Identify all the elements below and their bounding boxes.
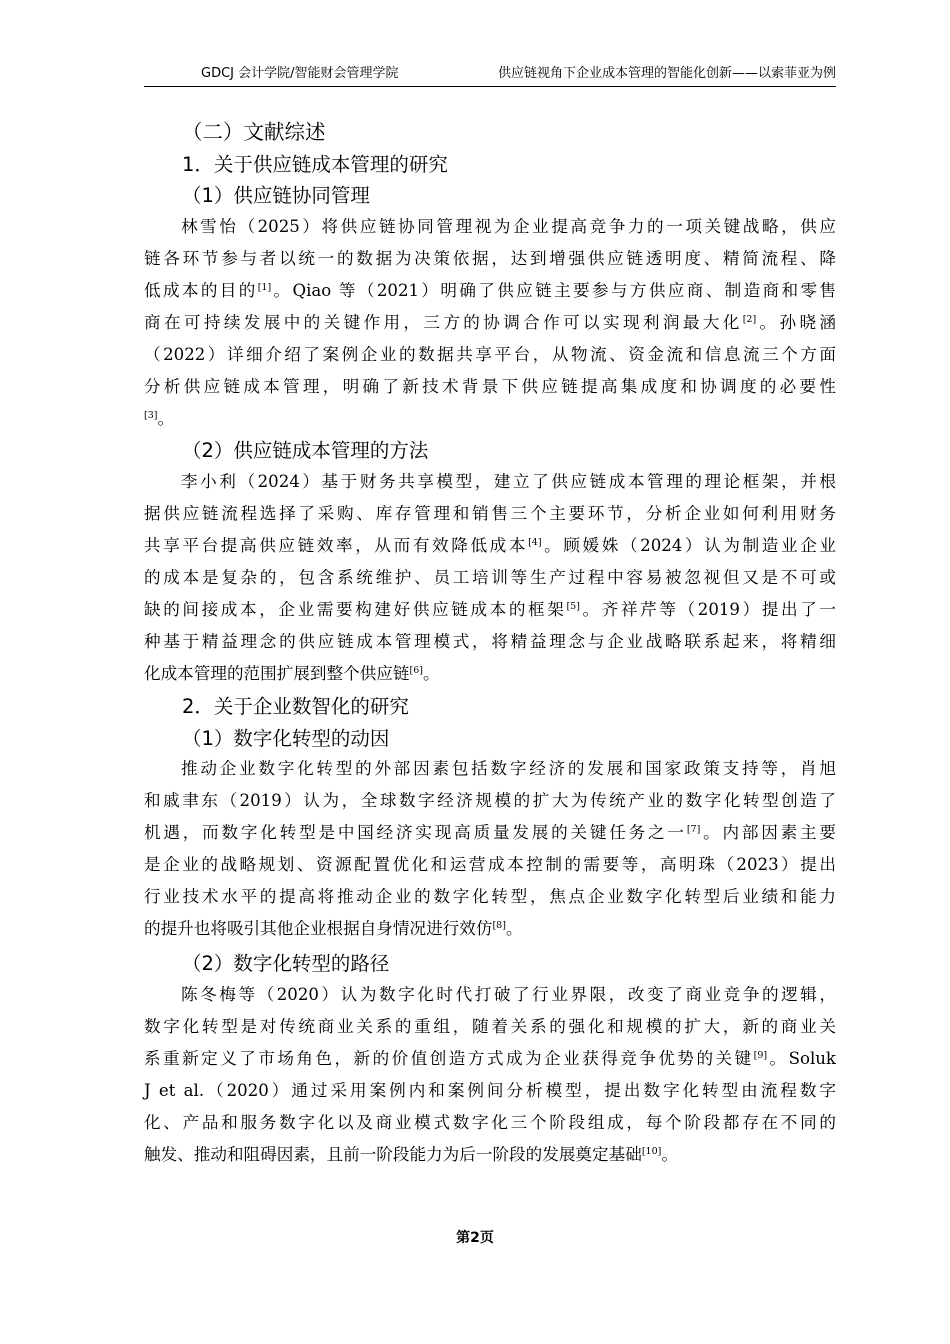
part1-sub1-paragraph bbox=[144, 211, 836, 435]
text-run: 。顾媛姝（2024）认为制造业企业 bbox=[541, 536, 837, 555]
page-number: 第2页 bbox=[456, 1230, 494, 1246]
part1-title: 1．关于供应链成本管理的研究 bbox=[182, 153, 448, 176]
text-line: 化、产品和服务数字化以及商业模式数字化三个阶段组成，每个阶段都存在不同的 bbox=[144, 1113, 836, 1132]
text-line: （2022）详细介绍了案例企业的数据共享平台，从物流、资金流和信息流三个方面 bbox=[144, 345, 836, 364]
citation: [3] bbox=[144, 410, 158, 421]
text-line: 种基于精益理念的供应链成本管理模式，将精益理念与企业战略联系起来，将精细 bbox=[144, 632, 836, 651]
text-line bbox=[144, 594, 836, 626]
citation: [4] bbox=[528, 537, 542, 548]
text-run: 触发、推动和阻碍因素，且前一阶段能力为后一阶段的发展奠定基础 bbox=[144, 1145, 642, 1164]
text-line: 李小利（2024）基于财务共享模型，建立了供应链成本管理的理论框架，并根 bbox=[181, 472, 836, 491]
section-title: （二）文献综述 bbox=[182, 120, 326, 144]
text-run: 。Qiao 等（2021）明确了供应链主要参与方供应商、制造商和零售 bbox=[271, 281, 836, 300]
citation: [9] bbox=[753, 1050, 768, 1061]
citation: [2] bbox=[742, 314, 757, 325]
text-run: 缺的间接成本，企业需要构建好供应链成本的框架 bbox=[144, 600, 567, 619]
citation: [1] bbox=[257, 282, 272, 293]
text-run: 。齐祥芹等（2019）提出了一 bbox=[579, 600, 837, 619]
text-run: 机遇，而数字化转型是中国经济实现高质量发展的关键任务之一 bbox=[144, 823, 687, 842]
text-line bbox=[144, 1139, 836, 1171]
text-run: 。Soluk bbox=[767, 1049, 836, 1068]
part2-sub2-paragraph bbox=[144, 979, 836, 1171]
text-run: 共享平台提高供应链效率，从而有效降低成本 bbox=[144, 536, 529, 555]
text-run: 化成本管理的范围扩展到整个供应链 bbox=[144, 664, 410, 683]
text-run: 。 bbox=[505, 919, 523, 938]
text-line: 林雪怡（2025）将供应链协同管理视为企业提高竞争力的一项关键战略，供应 bbox=[181, 217, 836, 236]
text-run: 。 bbox=[157, 409, 175, 428]
text-line: 是企业的战略规划、资源配置优化和运营成本控制的需要等，高明珠（2023）提出 bbox=[144, 855, 836, 874]
part1-sub1-title: （1）供应链协同管理 bbox=[182, 184, 370, 207]
part2-title: 2．关于企业数智化的研究 bbox=[182, 695, 409, 718]
text-line: 数字化转型是对传统商业关系的重组，随着关系的强化和规模的扩大，新的商业关 bbox=[144, 1017, 836, 1036]
part2-sub2-title: （2）数字化转型的路径 bbox=[182, 952, 390, 975]
text-run: 。 bbox=[661, 1145, 678, 1164]
citation: [8] bbox=[492, 920, 506, 931]
text-line: 行业技术水平的提高将推动企业的数字化转型，焦点企业数字化转型后业绩和能力 bbox=[144, 887, 836, 906]
text-line: 陈冬梅等（2020）认为数字化时代打破了行业界限，改变了商业竞争的逻辑， bbox=[181, 985, 836, 1004]
text-run: 商在可持续发展中的关键作用，三方的协调合作可以实现利润最大化 bbox=[144, 313, 743, 332]
text-line: 链各环节参与者以统一的数据为决策依据，达到增强供应链透明度、精简流程、降 bbox=[144, 249, 836, 268]
text-line bbox=[144, 1043, 836, 1075]
text-run: 。内部因素主要 bbox=[700, 823, 837, 842]
page-header bbox=[144, 64, 836, 87]
text-line: 的成本是复杂的，包含系统维护、员工培训等生产过程中容易被忽视但又是不可或 bbox=[144, 568, 836, 587]
text-run: 低成本的目的 bbox=[144, 281, 258, 300]
text-line bbox=[144, 275, 836, 307]
citation: [7] bbox=[686, 824, 701, 835]
text-run: 。 bbox=[422, 664, 440, 683]
text-line: 推动企业数字化转型的外部因素包括数字经济的发展和国家政策支持等，肖旭 bbox=[181, 759, 836, 778]
text-line bbox=[144, 913, 836, 945]
citation: [6] bbox=[409, 665, 423, 676]
text-line: 据供应链流程选择了采购、库存管理和销售三个主要环节，分析企业如何利用财务 bbox=[144, 504, 836, 523]
header-left-text: GDCJ 会计学院/智能财会管理学院 bbox=[201, 66, 399, 81]
part2-sub1-paragraph bbox=[144, 753, 836, 945]
text-line bbox=[144, 817, 836, 849]
part2-sub1-title: （1）数字化转型的动因 bbox=[182, 727, 390, 750]
header-right-text: 供应链视角下企业成本管理的智能化创新——以索菲亚为例 bbox=[497, 66, 836, 81]
text-run: 。孙晓涵 bbox=[756, 313, 836, 332]
part1-sub2-paragraph bbox=[144, 466, 836, 690]
text-line: J et al.（2020）通过采用案例内和案例间分析模型，提出数字化转型由流程数字 bbox=[144, 1081, 836, 1100]
citation: [10] bbox=[641, 1146, 662, 1157]
text-line: 和戚聿东（2019）认为，全球数字经济规模的扩大为传统产业的数字化转型创造了 bbox=[144, 791, 836, 810]
text-line bbox=[144, 403, 836, 435]
text-run: 的提升也将吸引其他企业根据自身情况进行效仿 bbox=[144, 919, 493, 938]
text-line bbox=[144, 658, 836, 690]
text-line bbox=[144, 307, 836, 339]
text-line bbox=[144, 530, 836, 562]
citation: [5] bbox=[566, 601, 580, 612]
text-line: 分析供应链成本管理，明确了新技术背景下供应链提高集成度和协调度的必要性 bbox=[144, 377, 836, 396]
text-run: 系重新定义了市场角色，新的价值创造方式成为企业获得竞争优势的关键 bbox=[144, 1049, 754, 1068]
part1-sub2-title: （2）供应链成本管理的方法 bbox=[182, 439, 429, 462]
